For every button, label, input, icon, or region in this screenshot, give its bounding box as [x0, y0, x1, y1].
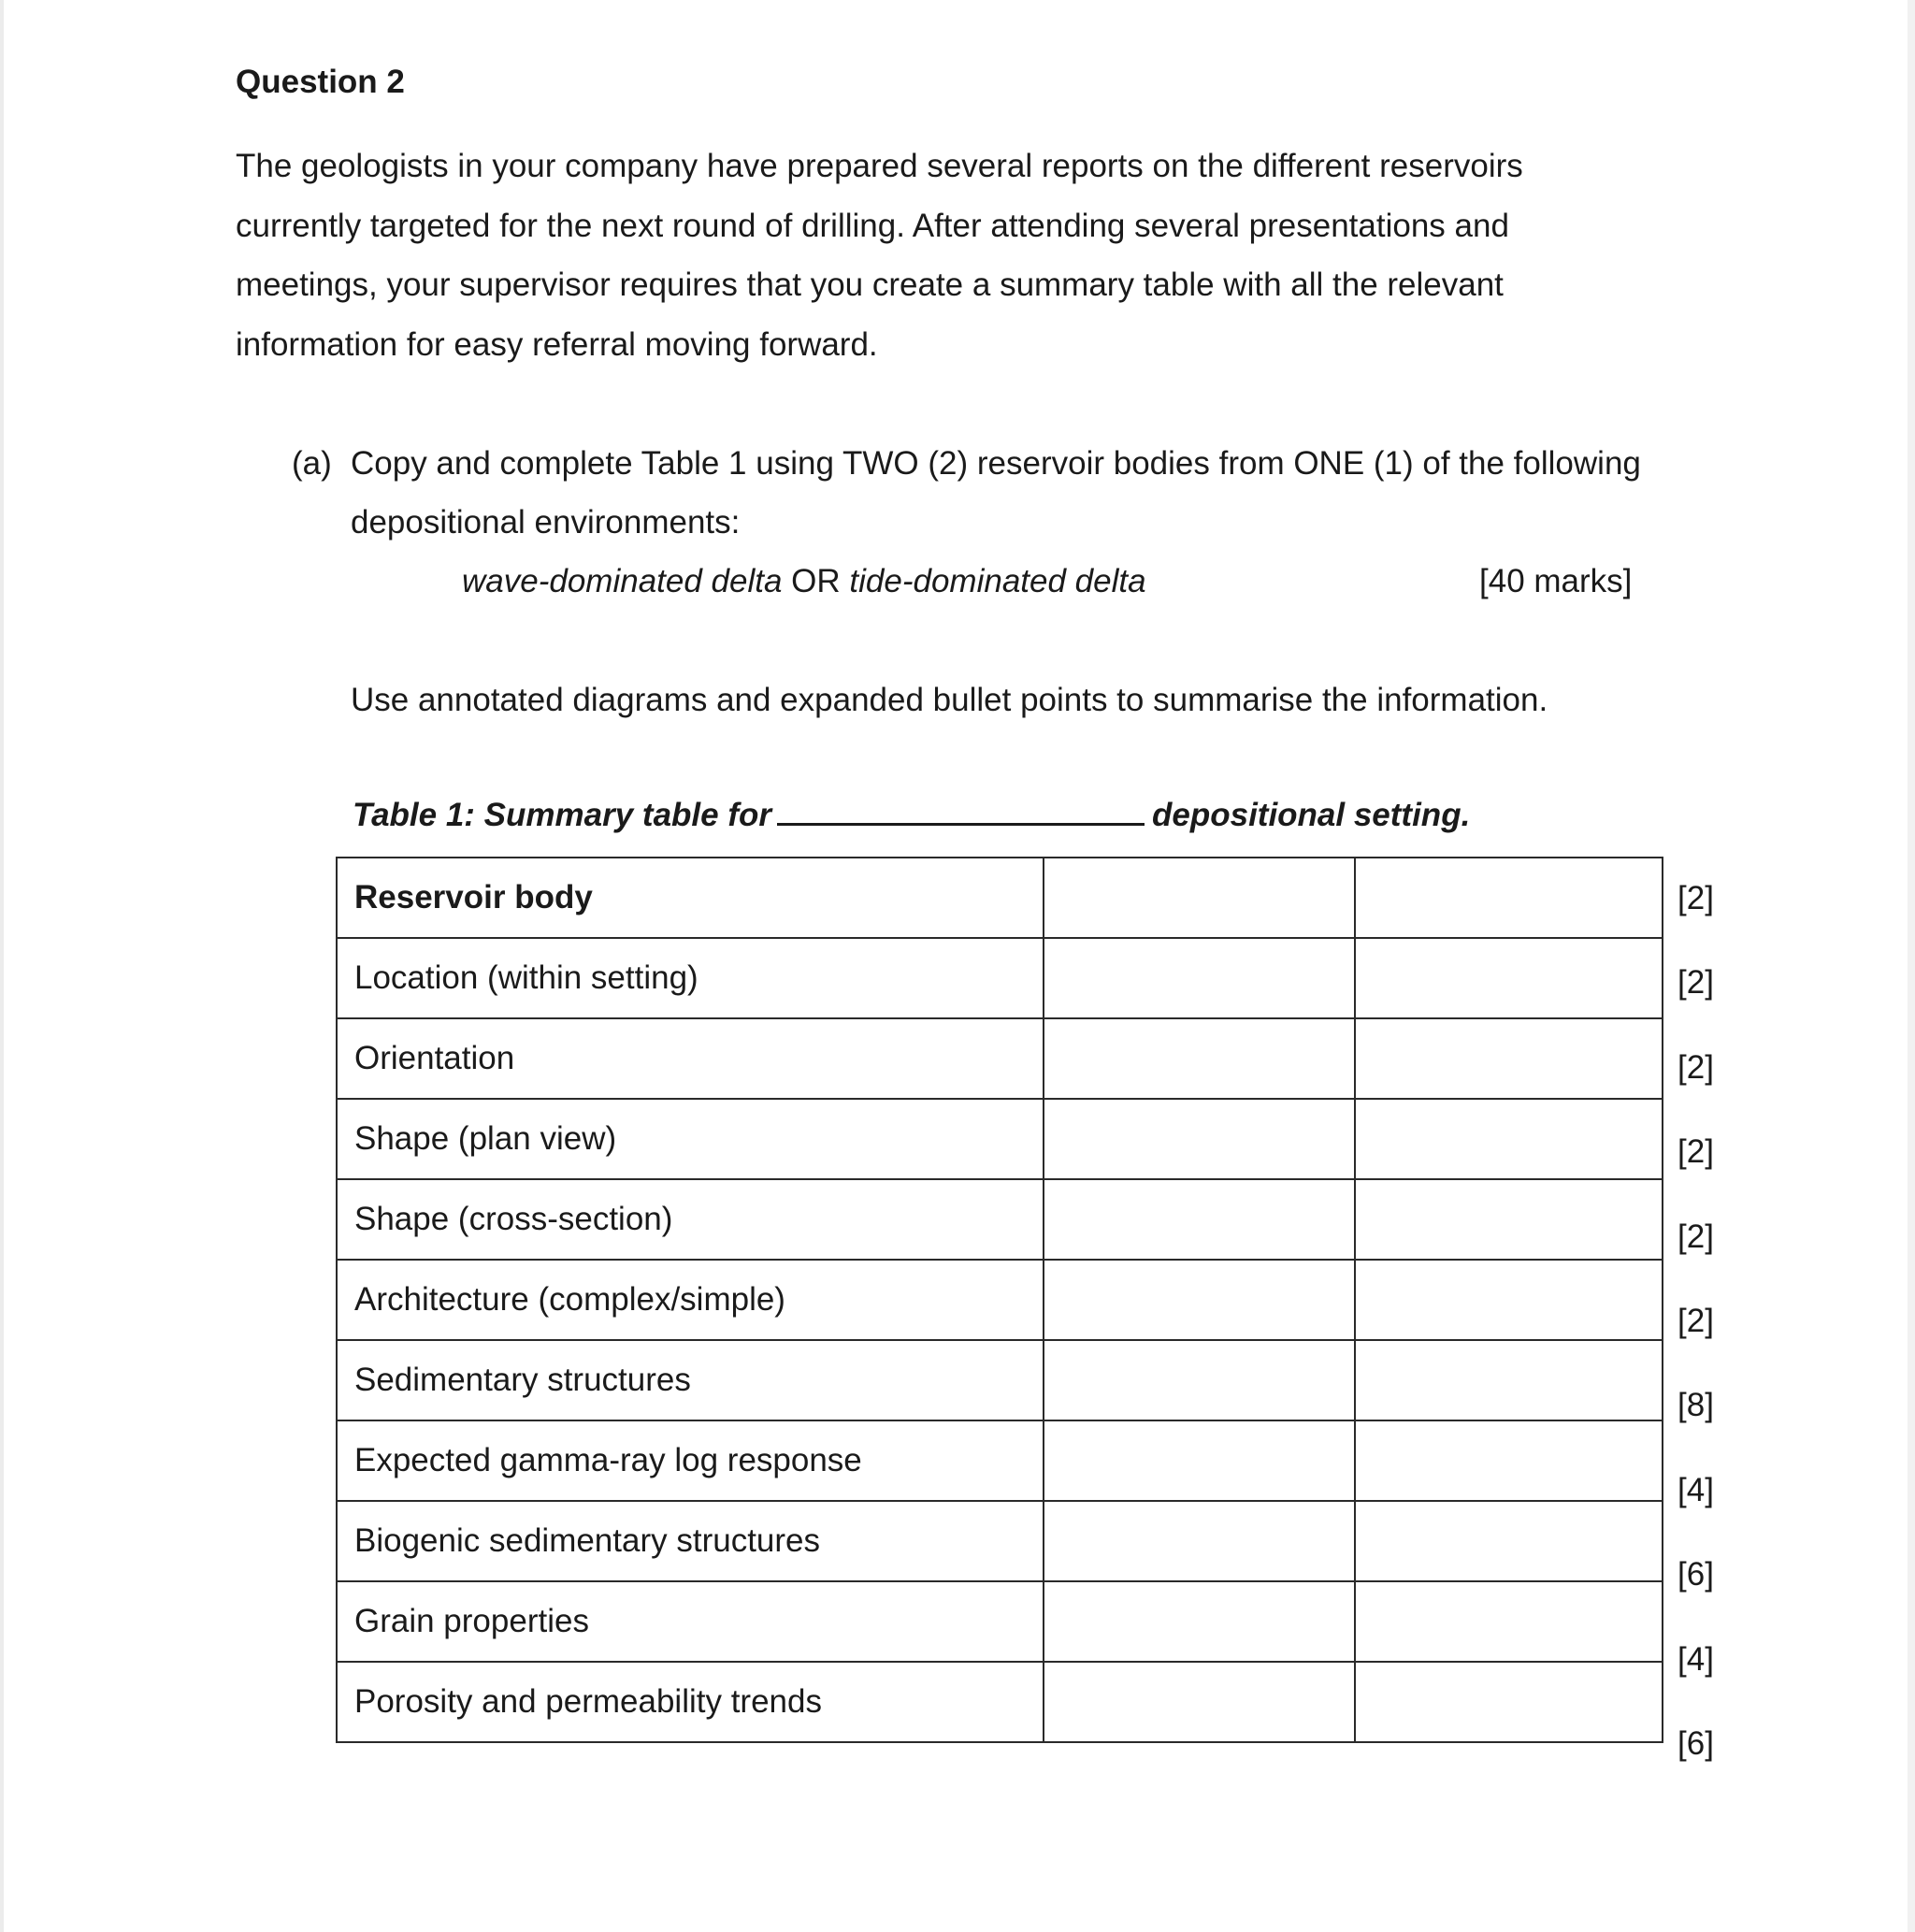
table-header-row	[337, 858, 1663, 938]
row-marks: [2]	[1677, 1048, 1714, 1086]
part-a-line-2: depositional environments:	[351, 504, 741, 541]
summary-table	[336, 857, 1663, 1743]
instruction-text: Use annotated diagrams and expanded bullet points to summarise the information.	[351, 682, 1548, 718]
empty-cell-body-1	[1044, 1501, 1354, 1581]
env-option-wave: wave-dominated delta	[462, 563, 783, 599]
row-label: Architecture (complex/simple)	[337, 1260, 1044, 1340]
total-marks: [40 marks]	[1479, 563, 1633, 599]
table-row	[337, 1018, 1663, 1099]
row-marks: [2]	[1677, 1302, 1714, 1339]
row-label: Shape (cross-section)	[337, 1179, 1044, 1260]
row-label: Location (within setting)	[337, 938, 1044, 1018]
table-row	[337, 1340, 1663, 1420]
empty-cell-body-2	[1355, 1018, 1663, 1099]
empty-cell-body-1	[1044, 858, 1354, 938]
intro-line: currently targeted for the next round of drilling. After attending several presentations and	[236, 207, 1509, 244]
row-label: Orientation	[337, 1018, 1044, 1099]
table-row	[337, 1099, 1663, 1179]
part-a-line-1: Copy and complete Table 1 using TWO (2) reservoir bodies from ONE (1) of the following	[351, 445, 1641, 482]
empty-cell-body-2	[1355, 858, 1663, 938]
row-marks: [8]	[1677, 1387, 1714, 1424]
env-option-tide: tide-dominated delta	[849, 563, 1146, 599]
empty-cell-body-1	[1044, 1420, 1354, 1501]
empty-cell-body-1	[1044, 1662, 1354, 1742]
row-marks: [6]	[1677, 1724, 1714, 1762]
table-row	[337, 1420, 1663, 1501]
empty-cell-body-2	[1355, 1581, 1663, 1662]
empty-cell-body-1	[1044, 1179, 1354, 1260]
intro-paragraph	[236, 137, 1694, 374]
intro-line: The geologists in your company have prepared several reports on the different reservoirs	[236, 148, 1523, 184]
intro-line: information for easy referral moving forward.	[236, 325, 878, 363]
empty-cell-body-2	[1355, 1420, 1663, 1501]
empty-cell-body-1	[1044, 938, 1354, 1018]
empty-cell-body-2	[1355, 1179, 1663, 1260]
empty-cell-body-2	[1355, 1340, 1663, 1420]
question-heading: Question 2	[236, 64, 405, 100]
page-edge-right	[1908, 0, 1915, 1932]
caption-suffix: depositional setting.	[1152, 797, 1471, 833]
environment-options	[462, 552, 1146, 612]
intro-line: meetings, your supervisor requires that you create a summary table with all the relevant	[236, 267, 1504, 303]
table-caption	[353, 786, 1470, 845]
empty-cell-body-2	[1355, 1260, 1663, 1340]
row-marks: [2]	[1677, 1133, 1714, 1171]
row-marks: [2]	[1677, 880, 1714, 916]
row-label: Expected gamma-ray log response	[337, 1420, 1044, 1501]
caption-blank-line	[777, 786, 1145, 826]
table-row	[337, 1581, 1663, 1662]
table-row	[337, 1501, 1663, 1581]
empty-cell-body-1	[1044, 1099, 1354, 1179]
row-marks-column	[1677, 857, 1734, 1786]
empty-cell-body-2	[1355, 1501, 1663, 1581]
empty-cell-body-2	[1355, 1662, 1663, 1742]
empty-cell-body-1	[1044, 1340, 1354, 1420]
empty-cell-body-1	[1044, 1018, 1354, 1099]
row-label: Sedimentary structures	[337, 1340, 1044, 1420]
empty-cell-body-2	[1355, 1099, 1663, 1179]
row-label: Reservoir body	[337, 858, 1044, 938]
table-row	[337, 1260, 1663, 1340]
empty-cell-body-2	[1355, 938, 1663, 1018]
row-label: Porosity and permeability trends	[337, 1662, 1044, 1742]
empty-cell-body-1	[1044, 1260, 1354, 1340]
table-row	[337, 1662, 1663, 1742]
caption-prefix: Table 1: Summary table for	[353, 797, 771, 833]
row-label: Shape (plan view)	[337, 1099, 1044, 1179]
row-label: Biogenic sedimentary structures	[337, 1501, 1044, 1581]
env-or: OR	[791, 563, 841, 599]
part-a-label: (a)	[292, 445, 332, 482]
row-label: Grain properties	[337, 1581, 1044, 1662]
table-row	[337, 1179, 1663, 1260]
row-marks: [4]	[1677, 1640, 1714, 1678]
row-marks: [4]	[1677, 1471, 1714, 1508]
row-marks: [6]	[1677, 1556, 1714, 1593]
row-marks: [2]	[1677, 1218, 1714, 1255]
page-edge-left	[0, 0, 4, 1932]
summary-table-body	[337, 858, 1663, 1742]
empty-cell-body-1	[1044, 1581, 1354, 1662]
table-row	[337, 938, 1663, 1018]
row-marks: [2]	[1677, 964, 1714, 1002]
